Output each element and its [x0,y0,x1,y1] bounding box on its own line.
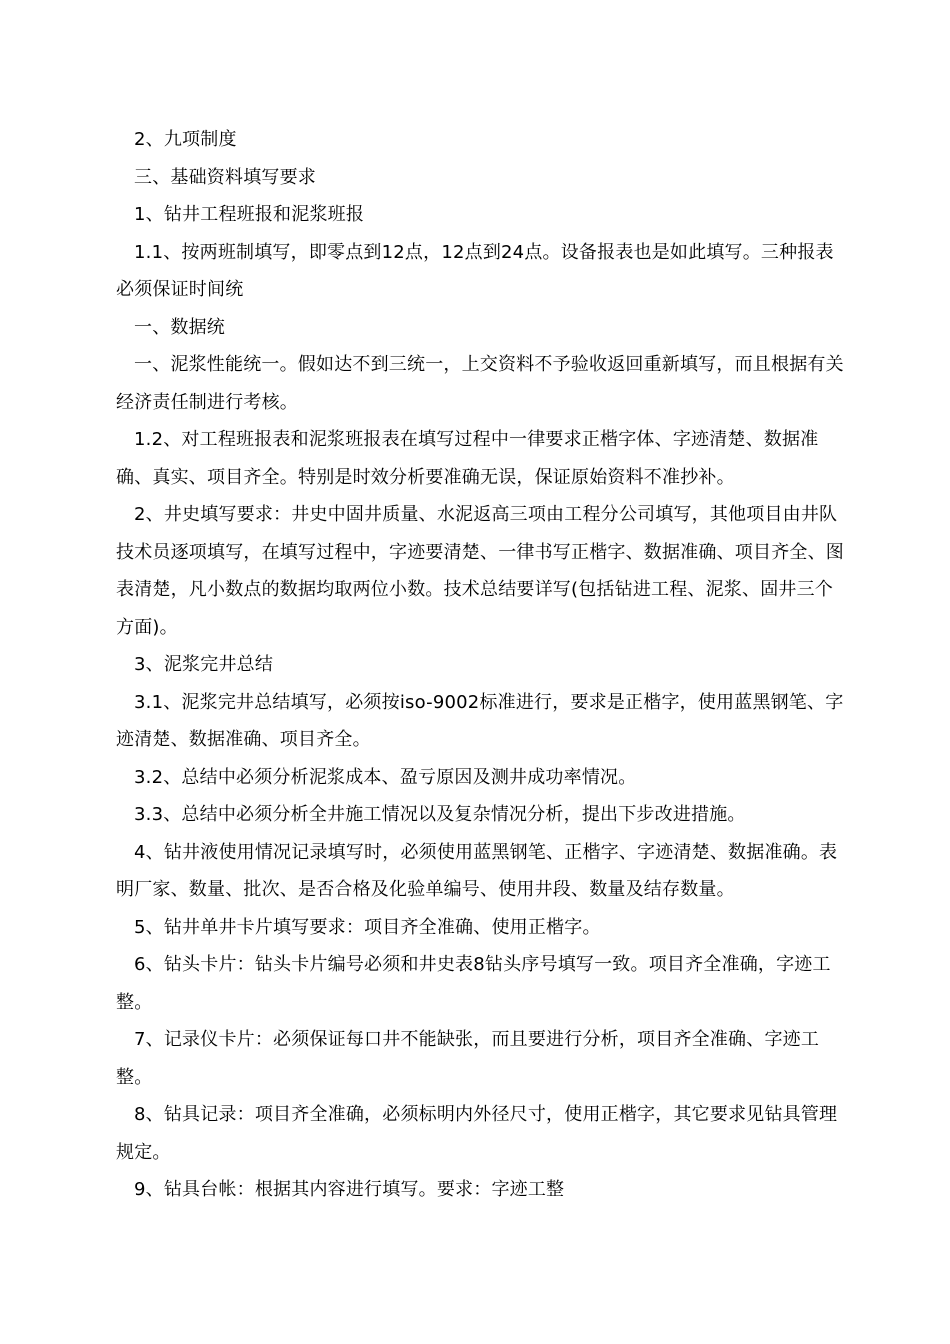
section-heading-basic-data-requirements: 三、基础资料填写要求 [134,166,316,188]
document-body [116,121,844,1209]
paragraph-3-3: 3.3、总结中必须分析全井施工情况以及复杂情况分析，提出下步改进措施。 [134,804,746,825]
paragraph-data-unified: 一、数据统 [134,316,225,338]
paragraph-mud-performance-unified: 一、泥浆性能统一。假如达不到三统一，上交资料不予验收返回重新填写，而且根据有关经济责任制进行考核。 [116,354,844,413]
paragraph-1-2: 1.2、对工程班报表和泥浆班报表在填写过程中一律要求正楷字体、字迹清楚、数据准确、真实、项目齐全。特别是时效分析要准确无误，保证原始资料不准抄补。 [116,429,819,488]
paragraph-drilling-tool-ledger: 9、钻具台帐：根据其内容进行填写。要求：字迹工整 [134,1179,565,1200]
paragraph-nine-systems: 2、九项制度 [134,129,237,150]
subheading-mud-completion-summary: 3、泥浆完井总结 [134,654,274,675]
paragraph-1-1: 1.1、按两班制填写，即零点到12点，12点到24点。设备报表也是如此填写。三种报表必须保证时间统 [116,241,834,300]
paragraph-3-1: 3.1、泥浆完井总结填写，必须按iso-9002标准进行，要求是正楷字，使用蓝黑钢笔、字迹清楚、数据准确、项目齐全。 [116,691,844,750]
subheading-drilling-mud-shift-reports: 1、钻井工程班报和泥浆班报 [134,204,365,225]
paragraph-drilling-fluid-record: 4、钻井液使用情况记录填写时，必须使用蓝黑钢笔、正楷字、字迹清楚、数据准确。表明厂家、数量、批次、是否合格及化验单编号、使用井段、数量及结存数量。 [116,841,838,900]
paragraph-recorder-card: 7、记录仪卡片：必须保证每口井不能缺张，而且要进行分析，项目齐全准确、字迹工整。 [116,1029,820,1088]
paragraph-3-2: 3.2、总结中必须分析泥浆成本、盈亏原因及测井成功率情况。 [134,766,637,788]
paragraph-single-well-card: 5、钻井单井卡片填写要求：项目齐全准确、使用正楷字。 [134,916,601,938]
paragraph-well-history-requirements: 2、井史填写要求：井史中固井质量、水泥返高三项由工程分公司填写，其他项目由井队技术员逐项填写，在填写过程中，字迹要清楚、一律书写正楷字、数据准确、项目齐全、图表清楚，凡小数点的数据均取两位小数。技术总结要详写(包括钻进工程、泥浆、固井三个方面)。 [116,504,844,638]
paragraph-bit-card: 6、钻头卡片：钻头卡片编号必须和井史表8钻头序号填写一致。项目齐全准确，字迹工整。 [116,954,831,1013]
paragraph-drilling-tool-record: 8、钻具记录：项目齐全准确，必须标明内外径尺寸，使用正楷字，其它要求见钻具管理规定。 [116,1104,838,1163]
